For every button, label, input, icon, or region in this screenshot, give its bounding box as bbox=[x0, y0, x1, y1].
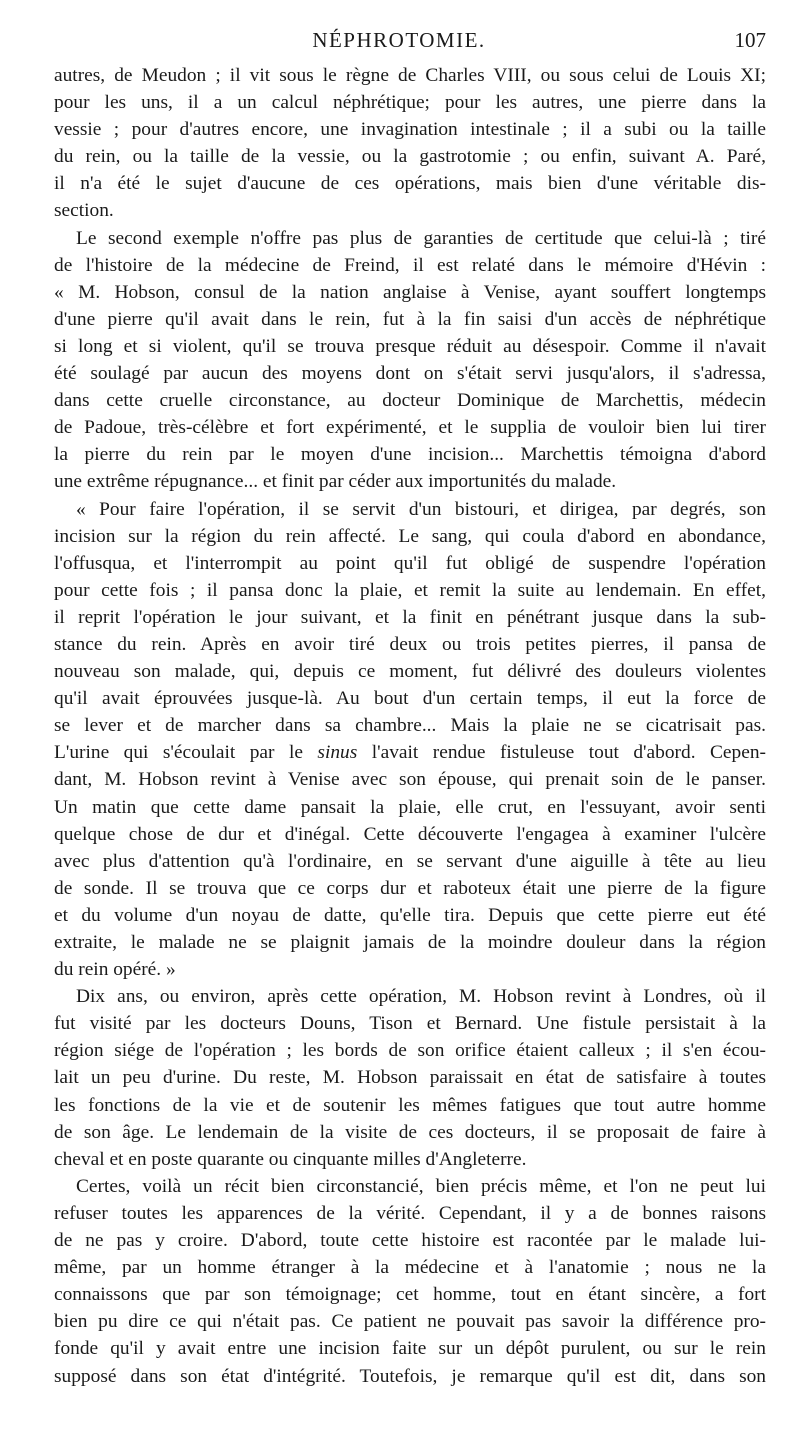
text-line: fut visité par les docteurs Douns, Tison et Bernard. Une fistule persistait à la bbox=[54, 1013, 766, 1035]
text-line: section. bbox=[54, 200, 114, 222]
text-line: « M. Hobson, consul de la nation anglaise à Venise, ayant souffert longtemps bbox=[54, 281, 766, 303]
text-line: lait un peu d'urine. Du reste, M. Hobson paraissait en état de satisfaire à toutes bbox=[54, 1067, 766, 1089]
text-line: de son âge. Le lendemain de la visite de ces docteurs, il se proposait de faire à bbox=[54, 1121, 766, 1143]
book-page bbox=[32, 28, 766, 1390]
running-title: NÉPHROTOMIE. bbox=[312, 28, 486, 52]
text-line: région siége de l'opération ; les bords de son orifice étaient calleux ; il s'en écou- bbox=[54, 1040, 766, 1062]
text-line: de sonde. Il se trouva que ce corps dur et raboteux était une pierre de la figure bbox=[54, 877, 766, 899]
text-line: se lever et de marcher dans sa chambre... Mais la plaie ne se cicatrisait pas. bbox=[54, 715, 766, 737]
text-line: incision sur la région du rein affecté. Le sang, qui coula d'abord en abondance, bbox=[54, 525, 766, 547]
text-line: dant, M. Hobson revint à Venise avec son épouse, qui prenait soin de le panser. bbox=[54, 769, 766, 791]
text-line: du rein opéré. » bbox=[54, 959, 176, 981]
text-line: fonde qu'il y avait entre une incision faite sur un dépôt purulent, ou sur le rein bbox=[54, 1338, 766, 1360]
text-line: la pierre du rein par le moyen d'une incision... Marchettis témoigna d'abord bbox=[54, 444, 766, 466]
text-line: qu'il avait éprouvées jusque-là. Au bout d'un certain temps, il eut la force de bbox=[54, 688, 766, 710]
running-head bbox=[32, 28, 766, 58]
text-line: de Padoue, très-célèbre et fort expérimenté, et le supplia de vouloir bien lui tirer bbox=[54, 417, 766, 439]
text-line: avec plus d'attention qu'à l'ordinaire, en se servant d'une aiguille à tête au lieu bbox=[54, 850, 766, 872]
paragraph bbox=[32, 496, 766, 984]
text-line: il reprit l'opération le jour suivant, et la finit en pénétrant jusque dans la sub- bbox=[54, 606, 766, 628]
text-line: quelque chose de dur et d'inégal. Cette découverte l'engagea à examiner l'ulcère bbox=[54, 823, 766, 845]
text-line: été soulagé par aucun des moyens dont on s'était servi jusqu'alors, il s'adressa, bbox=[54, 363, 766, 385]
italic-term: sinus bbox=[317, 742, 358, 764]
text-line: du rein, ou la taille de la vessie, ou la gastrotomie ; ou enfin, suivant A. Paré, bbox=[54, 146, 766, 168]
body-text bbox=[32, 62, 766, 1390]
text-line: et du volume d'un noyau de datte, qu'elle tira. Depuis que cette pierre eut été bbox=[54, 904, 766, 926]
text-line: vessie ; pour d'autres encore, une invagination intestinale ; il a subi ou la taille bbox=[54, 119, 766, 141]
text-line: Dix ans, ou environ, après cette opération, M. Hobson revint à Londres, où il bbox=[76, 986, 766, 1008]
text-line: de l'histoire de la médecine de Freind, il est relaté dans le mémoire d'Hévin : bbox=[54, 254, 766, 276]
text-line: supposé dans son état d'intégrité. Toutefois, je remarque qu'il est dit, dans son bbox=[54, 1365, 766, 1387]
text-line: dans cette cruelle circonstance, au docteur Dominique de Marchettis, médecin bbox=[54, 390, 766, 412]
text-line: si long et si violent, qu'il se trouva presque réduit au désespoir. Comme il n'avait bbox=[54, 335, 766, 357]
text-line: Un matin que cette dame pansait la plaie, elle crut, en l'essuyant, avoir senti bbox=[54, 796, 766, 818]
text-line: d'une pierre qu'il avait dans le rein, fut à la fin saisi d'un accès de néphrétique bbox=[54, 308, 766, 330]
text-line: stance du rein. Après en avoir tiré deux ou trois petites pierres, il pansa de bbox=[54, 633, 766, 655]
text-line: L'urine qui s'écoulait par le sinus l'avait rendue fistuleuse tout d'abord. Cepen- bbox=[54, 742, 766, 764]
paragraph bbox=[32, 983, 766, 1173]
paragraph bbox=[32, 1173, 766, 1390]
text-line: nouveau son malade, qui, depuis ce moment, fut délivré des douleurs violentes bbox=[54, 661, 766, 683]
text-line: « Pour faire l'opération, il se servit d'un bistouri, et dirigea, par degrés, son bbox=[76, 498, 766, 520]
page-number: 107 bbox=[734, 28, 766, 52]
paragraph bbox=[32, 225, 766, 496]
text-line: même, par un homme étranger à la médecine et à l'anatomie ; nous ne la bbox=[54, 1257, 766, 1279]
text-line: cheval et en poste quarante ou cinquante milles d'Angleterre. bbox=[54, 1148, 527, 1170]
text-line: il n'a été le sujet d'aucune de ces opérations, mais bien d'une véritable dis- bbox=[54, 173, 766, 195]
text-line: les fonctions de la vie et de soutenir les mêmes fatigues que tout autre homme bbox=[54, 1094, 766, 1116]
text-line: l'offusqua, et l'interrompit au point qu'il fut obligé de suspendre l'opération bbox=[54, 552, 766, 574]
text-line: connaissons que par son témoignage; cet homme, tout en étant sincère, a fort bbox=[54, 1284, 766, 1306]
text-line: pour cette fois ; il pansa donc la plaie, et remit la suite au lendemain. En effet, bbox=[54, 579, 766, 601]
text-line: Certes, voilà un récit bien circonstancié, bien précis même, et l'on ne peut lui bbox=[76, 1175, 766, 1197]
text-line: autres, de Meudon ; il vit sous le règne de Charles VIII, ou sous celui de Louis XI; bbox=[54, 65, 766, 86]
paragraph bbox=[32, 62, 766, 225]
text-line: de ne pas y croire. D'abord, toute cette histoire est racontée par le malade lui- bbox=[54, 1230, 766, 1252]
text-line: extraite, le malade ne se plaignit jamais de la moindre douleur dans la région bbox=[54, 932, 766, 953]
text-line: refuser toutes les apparences de la vérité. Cependant, il y a de bonnes raisons bbox=[54, 1202, 766, 1224]
text-line: Le second exemple n'offre pas plus de garanties de certitude que celui-là ; tiré bbox=[76, 227, 766, 249]
text-line: bien pu dire ce qui n'était pas. Ce patient ne pouvait pas savoir la différence pro- bbox=[54, 1311, 766, 1333]
text-line: une extrême répugnance... et finit par céder aux importunités du malade. bbox=[54, 471, 617, 493]
text-line: pour les uns, il a un calcul néphrétique; pour les autres, une pierre dans la bbox=[54, 92, 766, 114]
